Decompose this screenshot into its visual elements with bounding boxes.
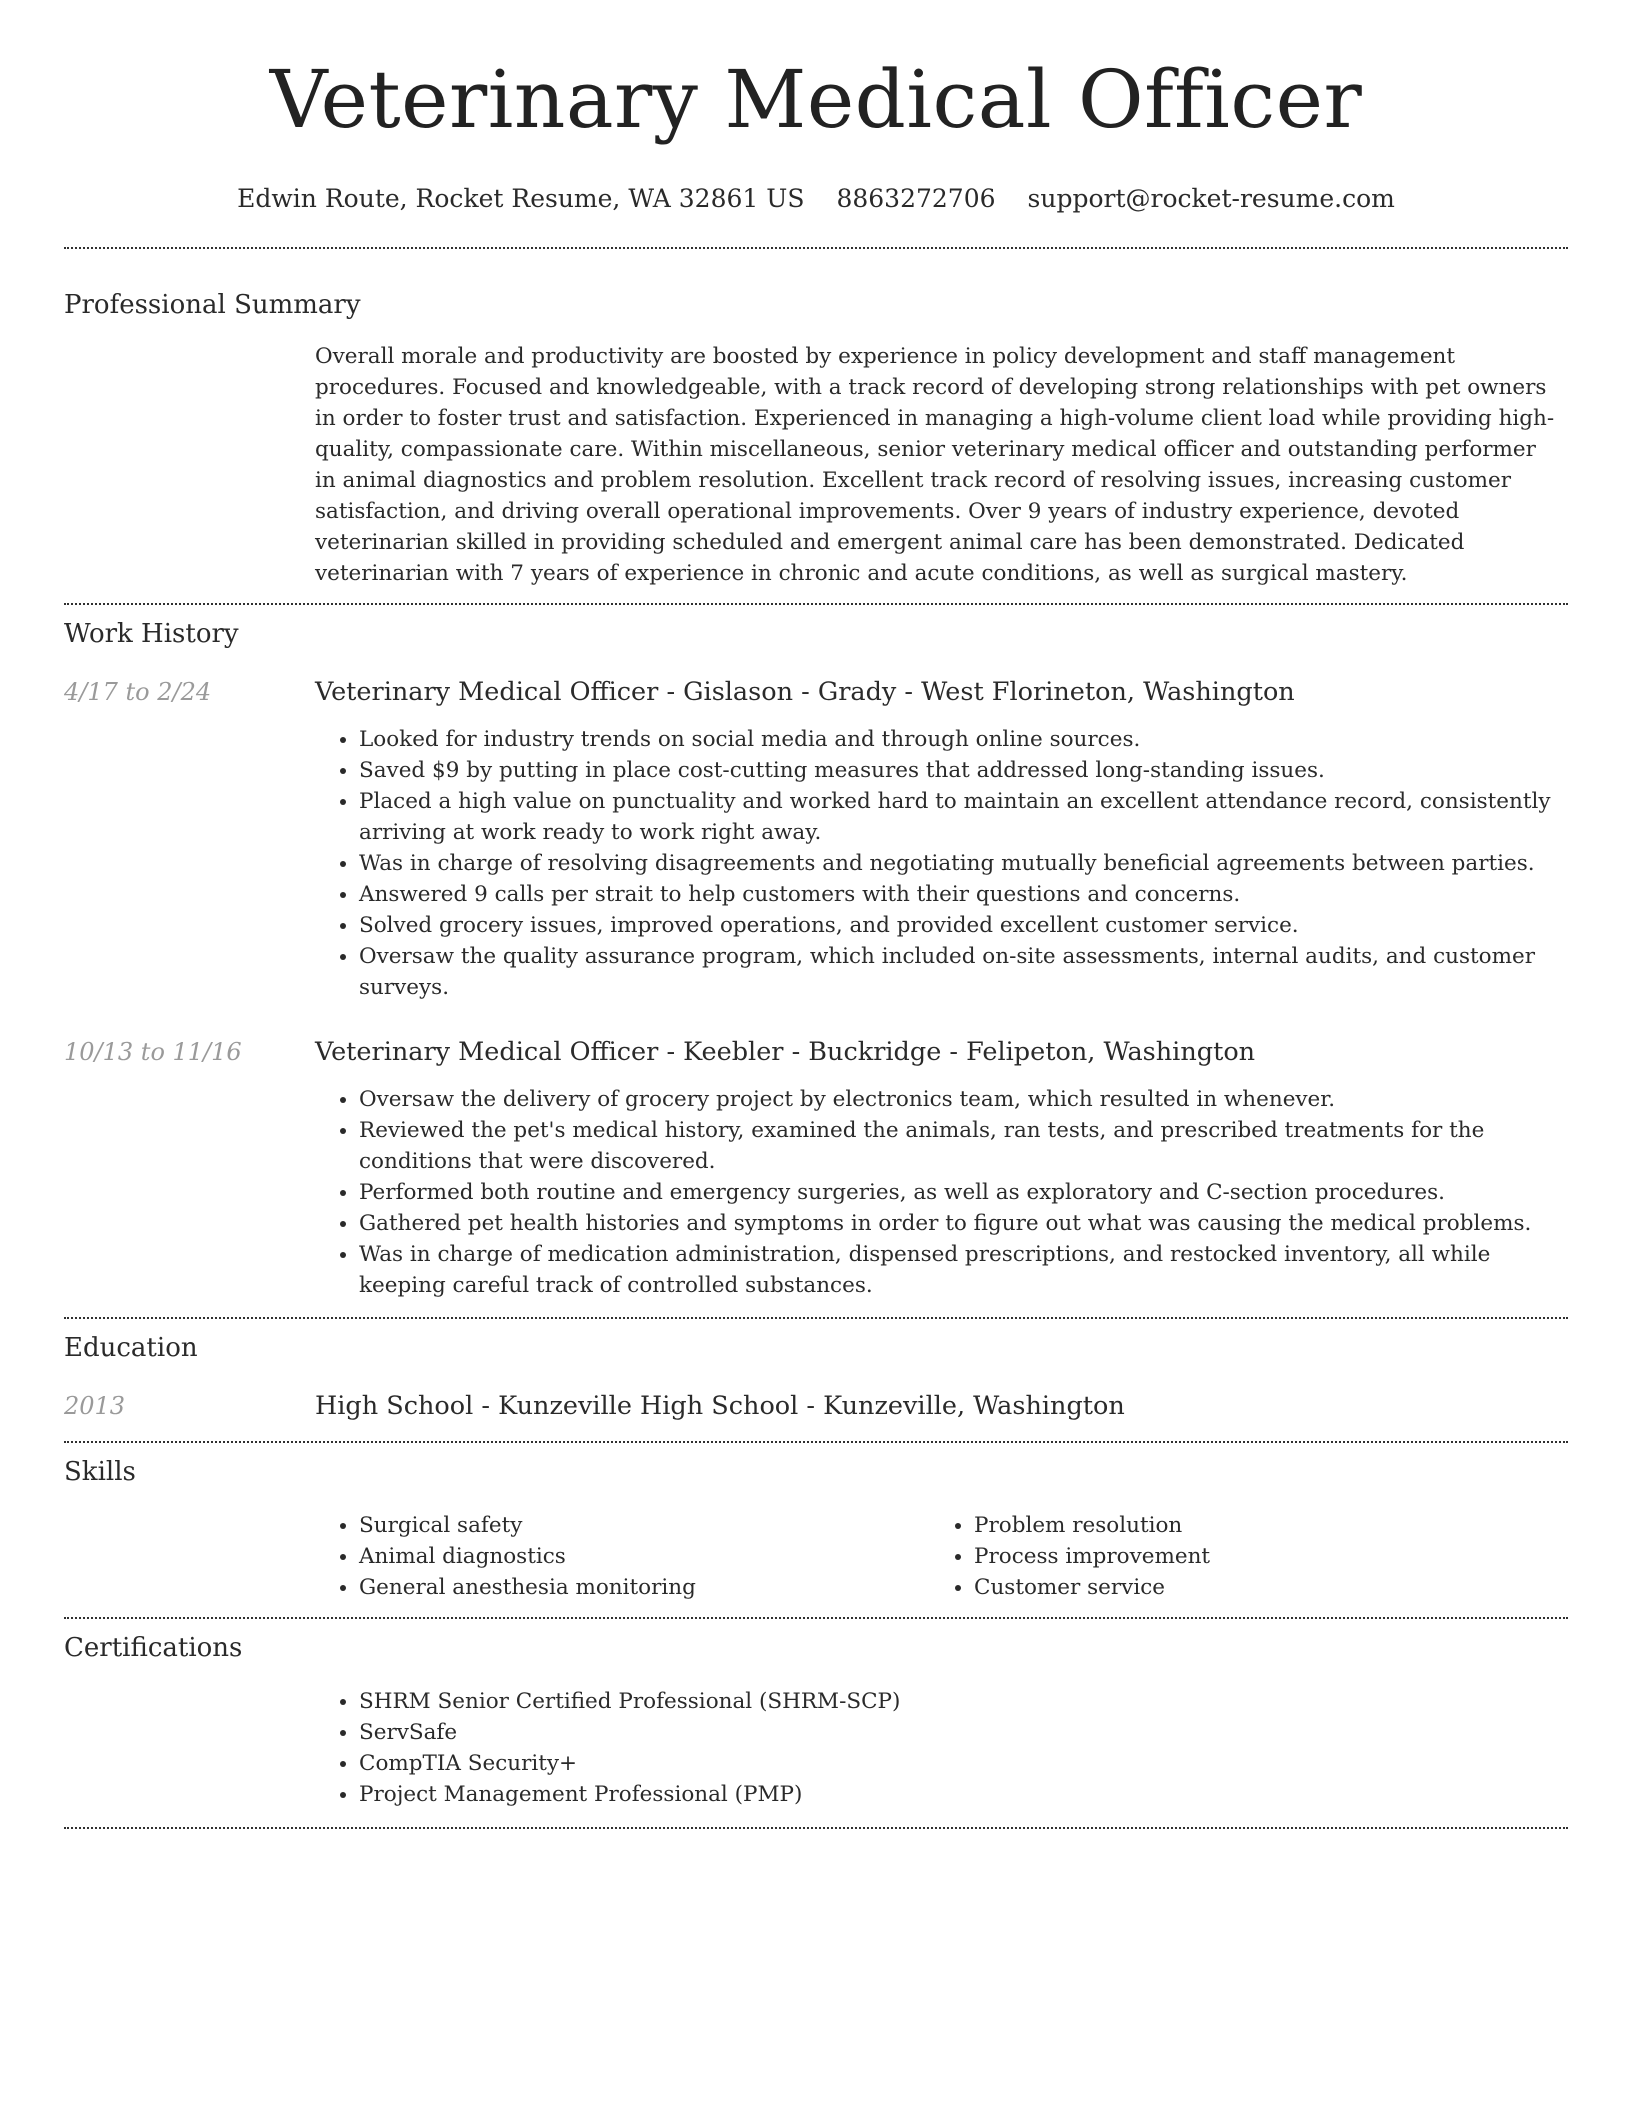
list-item: • Performed both routine and emergency surgeries, as well as exploratory and C-section procedures. (359, 1177, 1568, 1208)
list-item: • Solved grocery issues, improved operations, and provided excellent customer service. (359, 910, 1568, 941)
skill-item: • General anesthesia monitoring (359, 1572, 930, 1603)
work-history-section (64, 618, 1568, 1301)
certifications-list (315, 1686, 1568, 1810)
section-title-education: Education (64, 1333, 198, 1363)
job-bullets (315, 1084, 1568, 1301)
education-title: High School - Kunzeville High School - Kunzeville, Washington (315, 1391, 1125, 1421)
job-bullets (315, 724, 1568, 1003)
list-item: • Was in charge of medication administration, dispensed prescriptions, and restocked inventory, all while keeping careful track of controlled substances. (359, 1239, 1568, 1301)
summary-section (64, 289, 1568, 589)
list-item: • Was in charge of resolving disagreements and negotiating mutually beneficial agreements between parties. (359, 848, 1568, 879)
certifications-section (64, 1632, 1568, 1810)
skill-item: • Problem resolution (974, 1510, 1545, 1541)
skills-list-right (930, 1510, 1545, 1603)
resume-title: Veterinary Medical Officer (269, 53, 1363, 146)
certification-item: • SHRM Senior Certified Professional (SHRM-SCP) (359, 1686, 1568, 1717)
contact-address: Edwin Route, Rocket Resume, WA 32861 US (237, 184, 805, 213)
resume-page (64, 0, 1568, 1829)
skill-item: • Surgical safety (359, 1510, 930, 1541)
contact-phone: 8863272706 (836, 184, 996, 213)
skill-item: • Customer service (974, 1572, 1545, 1603)
divider (64, 603, 1568, 605)
list-item: • Looked for industry trends on social media and through online sources. (359, 724, 1568, 755)
certification-item: • Project Management Professional (PMP) (359, 1779, 1568, 1810)
list-item: • Oversaw the quality assurance program, which included on-site assessments, internal audits, and customer surveys. (359, 941, 1568, 1003)
contact-email: support@rocket-resume.com (1027, 184, 1395, 213)
skills-list-left (315, 1510, 930, 1603)
contact-line (64, 184, 1568, 214)
section-title-work: Work History (64, 619, 239, 649)
job-title: Veterinary Medical Officer - Gislason - Grady - West Florineton, Washington (315, 677, 1295, 707)
certification-item: • ServSafe (359, 1717, 1568, 1748)
list-item: • Answered 9 calls per strait to help customers with their questions and concerns. (359, 879, 1568, 910)
job-dates: 10/13 to 11/16 (64, 1038, 242, 1066)
section-title-skills: Skills (64, 1457, 136, 1487)
list-item: • Placed a high value on punctuality and worked hard to maintain an excellent attendance record, consistently arriving at work ready to work right away. (359, 786, 1568, 848)
job-dates: 4/17 to 2/24 (64, 678, 212, 706)
list-item: • Saved $9 by putting in place cost-cutting measures that addressed long-standing issues. (359, 755, 1568, 786)
section-title-summary: Professional Summary (64, 290, 361, 320)
certification-item: • CompTIA Security+ (359, 1748, 1568, 1779)
list-item: • Gathered pet health histories and symptoms in order to figure out what was causing the medical problems. (359, 1208, 1568, 1239)
divider (64, 1617, 1568, 1619)
skill-item: • Animal diagnostics (359, 1541, 930, 1572)
divider (64, 247, 1568, 249)
skills-grid (315, 1510, 1568, 1603)
education-year: 2013 (64, 1392, 126, 1420)
job-entry (64, 1036, 1568, 1301)
list-item: • Reviewed the pet's medical history, examined the animals, ran tests, and prescribed treatments for the conditions that were discovered. (359, 1115, 1568, 1177)
skills-section (64, 1456, 1568, 1603)
divider (64, 1441, 1568, 1443)
education-section (64, 1332, 1568, 1422)
summary-text: Overall morale and productivity are boosted by experience in policy development and staff management procedures. Focused and knowledgeable, with a track record of developing strong relationships with pet owners in order to foster trust and satisfaction. Experienced in managing a high-volume client load while providing high-quality, compassionate care. Within miscellaneous, senior veterinary medical officer and outstanding performer in animal diagnostics and problem resolution. Excellent track record of resolving issues, increasing customer satisfaction, and driving overall operational improvements. Over 9 years of industry experience, devoted veterinarian skilled in providing scheduled and emergent animal care has been demonstrated. Dedicated veterinarian with 7 years of experience in chronic and acute conditions, as well as surgical mastery. (315, 344, 1555, 586)
list-item: • Oversaw the delivery of grocery project by electronics team, which resulted in whenever. (359, 1084, 1568, 1115)
job-title: Veterinary Medical Officer - Keebler - Buckridge - Felipeton, Washington (315, 1037, 1256, 1067)
job-entry (64, 676, 1568, 1003)
section-title-certifications: Certifications (64, 1633, 243, 1663)
skill-item: • Process improvement (974, 1541, 1545, 1572)
divider (64, 1317, 1568, 1319)
divider (64, 1827, 1568, 1829)
